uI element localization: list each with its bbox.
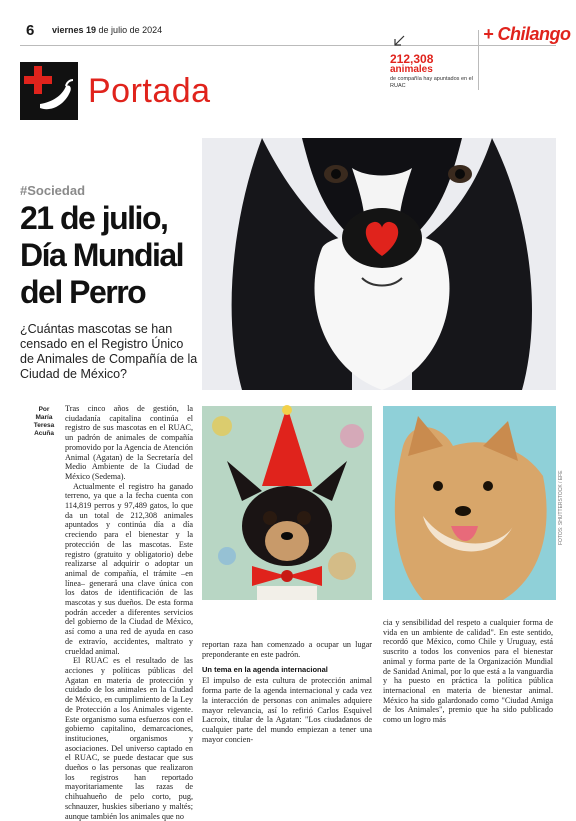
photo-credit: FOTOS: SHUTTERSTOCK / EFE: [558, 470, 564, 545]
byline-line: María: [35, 414, 53, 421]
article-column-3: [383, 618, 553, 725]
article-column-1: [65, 404, 193, 821]
stat-divider: [478, 30, 479, 90]
paragraph: El impulso de esta cultura de protección animal forma parte de la agenda internacional y cada vez la interacción de personas con animales adquiere mayor relevancia, así lo refirió Carlos Esquivel Lacroix, titular de la Agatan: "Los ciudadanos de cualquier parte del mundo empiezan a tener una mayor concien-: [202, 676, 372, 744]
byline-line: Teresa: [33, 422, 55, 429]
border-collie-image: [202, 138, 556, 390]
section-title: Portada: [88, 72, 211, 110]
brand-logo: + Chilango: [483, 24, 571, 44]
article-tag: #Sociedad: [20, 183, 86, 198]
byline: [28, 406, 60, 438]
stat-label: animales: [390, 64, 433, 75]
paragraph: Actualmente el registro ha ganado terreno, ya que a la fecha cuenta con 114,819 perros y 97,489 gatos, lo que da un total de 212,308 animales apuntados y continúa día a día creciendo para el bienestar y la protección de las mascotas. Este registro (gratuito y obligatorio) debe realizarse al adquirir o adoptar un animal de compañía, el trámite –en línea– generará una clave única con los datos de identificación de las mascotas y sus dueños. De esta forma podrán acceder a diferentes servicios del gobierno de la Ciudad de México, así como a una red de ayuda en caso de extravío, accidentes, maltrato y crueldad animal.: [65, 481, 193, 656]
stat-description: de compañía hay apuntados en el RUAC: [390, 76, 473, 89]
paragraph: cia y sensibilidad del respeto a cualquier forma de vida en un ambiente de calidad". En este sentido, recordó que México, como Chile y Uruguay, está suscrito a todos los convenios para el bienestar animal y forma parte de la Organización Mundial de Sanidad Animal, por lo que está a la vanguardia y ha puesto en práctica la política pública internacional en materia de bienestar animal. México ha sido galardonado como "Ciudad Amiga de los Animales", premio que ha sido publicado como un logro más: [383, 618, 553, 725]
issue-date: [52, 25, 162, 35]
chili-pepper-logo-icon: [20, 62, 78, 120]
byline-line: Por: [38, 406, 50, 413]
chihuahua-image: [202, 406, 372, 600]
article-column-2: [202, 640, 372, 744]
headline-line: del Perro: [20, 274, 146, 310]
page-number: 6: [26, 22, 35, 39]
section-subtitle: Un tema en la agenda internacional: [202, 665, 328, 675]
date-rest: de julio de 2024: [96, 25, 163, 35]
chihuahua-photo: [202, 406, 372, 600]
paragraph: reportan raza han comenzado a ocupar un lugar preponderante en este padrón.: [202, 640, 372, 659]
arrow-down-left-icon: [392, 34, 406, 48]
date-weekday: viernes 19: [52, 25, 97, 35]
byline-line: Acuña: [34, 430, 54, 437]
paragraph: Tras cinco años de gestión, la ciudadanía capitalina continúa el registro de sus mascotas en el RUAC, un padrón de animales de compañía promovido por la Agencia de Atención Animal (Agatan) de la Secretaría del Medio Ambiente de la Ciudad de México (Sedema).: [65, 404, 193, 481]
subheadline: ¿Cuántas mascotas se han censado en el Registro Único de Animales de Compañía de la Ciudad de México?: [20, 322, 198, 381]
hero-photo: [202, 138, 556, 390]
headline-line: Día Mundial: [20, 237, 184, 273]
headline-line: 21 de julio,: [20, 200, 168, 236]
paragraph: El RUAC es el resultado de las acciones y políticas públicas del Agatan en materia de protección y cuidado de los animales en la Ciudad de México, en cumplimiento de la Ley de Protección a los Animales vigente. Este organismo suma esfuerzos con el gobierno capitalino, demarcaciones, instituciones, organismos y asociaciones. Del universo captado en el RUAC, se puede destacar que sus dueños o las personas que realizaron los registros han reportado mayoritariamente las razas de chihuahueño de pelo corto, pug, schnauzer, huskies siberiano y maltés; aunque también los animales que no: [65, 656, 193, 821]
headline: [20, 200, 200, 311]
shiba-puppy-image: [383, 406, 556, 600]
section-logo: [20, 62, 78, 120]
header-divider: [20, 45, 556, 46]
stat-number: 212,308: [390, 52, 434, 66]
shiba-photo: [383, 406, 556, 600]
